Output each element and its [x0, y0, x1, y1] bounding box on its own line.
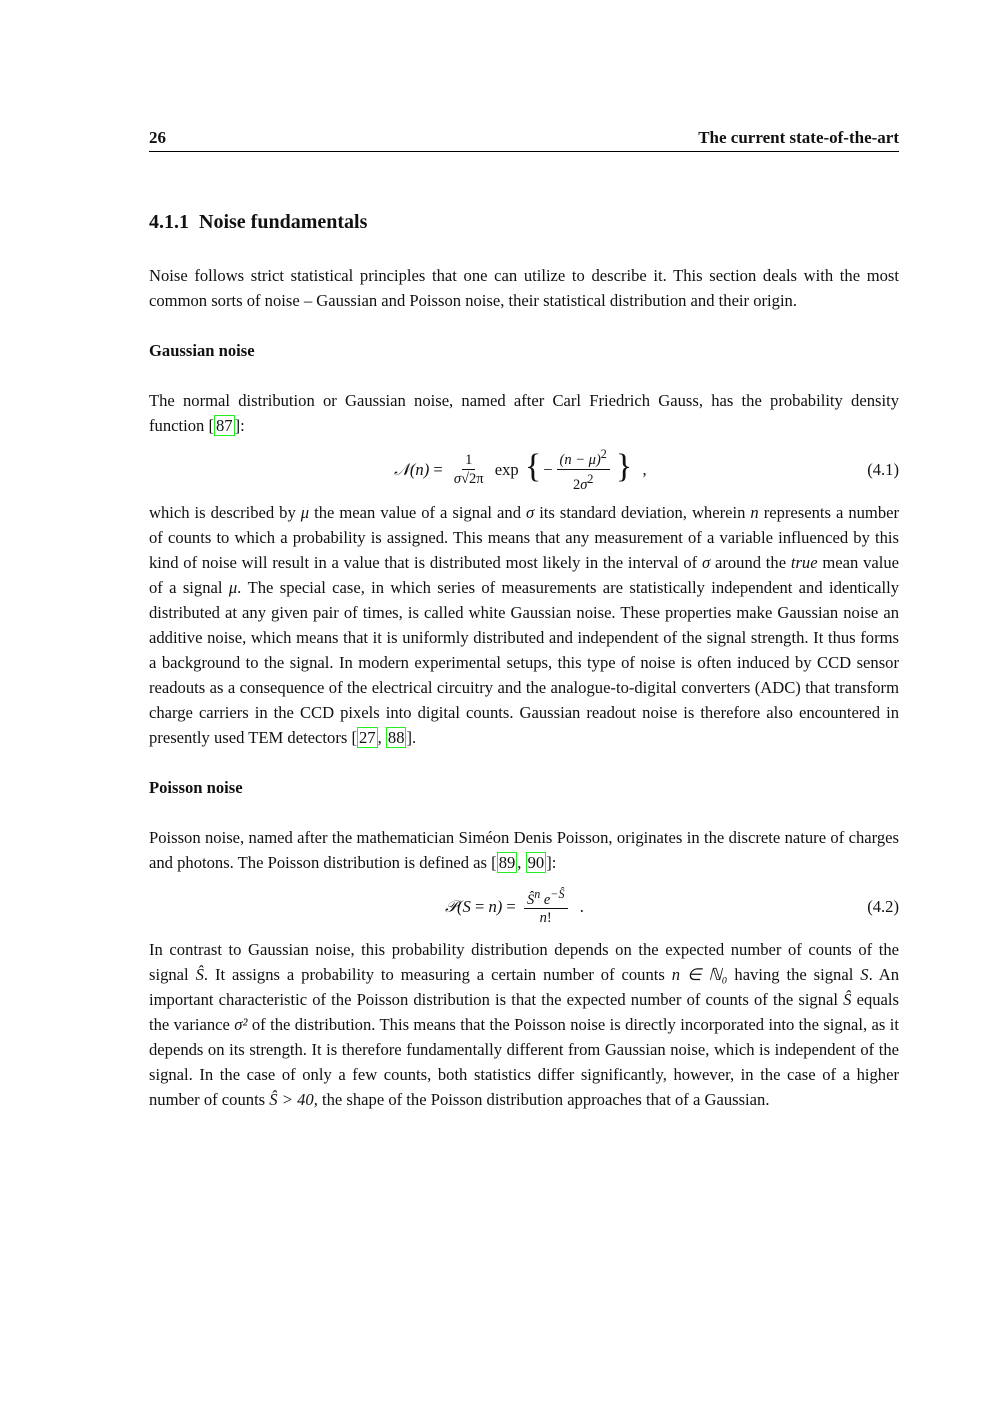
section-title: Noise fundamentals: [199, 211, 368, 233]
citation-link[interactable]: 87: [216, 416, 233, 435]
poisson-formula: 𝒫(S = n) = $\frac{Ŝ^n e^{-Ŝ}}{n!}$ .: [445, 886, 584, 927]
section-number: 4.1.1: [149, 211, 189, 233]
page-number: 26: [149, 128, 166, 147]
gaussian-formula: 𝒩(n) = $\frac{1}{\sigma√2\pi}$ exp { − $\frac{(n - \mu)^2}{2\sigma^2}$ } ,: [394, 446, 647, 493]
equation-number: (4.1): [867, 459, 899, 479]
gaussian-paragraph-2: which is described by μ the mean value of a signal and σ its standard deviation, wherein n represents a number of counts to which a probability is assigned. This means that any measurement of a variable influenced by this kind of noise will result in a value that is distributed most likely in the interval of σ around the true mean value of a signal μ. The special case, in which series of measurements are statistically independent and identically distributed at any given pair of times, is called white Gaussian noise. These properties make Gaussian noise an additive noise, which means that it is uniformly distributed and independent of the signal strength. It thus forms a background to the signal. In modern experimental setups, this type of noise is often induced by CCD sensor readouts as a consequence of the electrical circuitry and the analogue-to-digital converters (ADC) that transform charge carriers in the CCD pixels into digital counts. Gaussian readout noise is therefore also encountered in presently used TEM detectors [ 27 , 88 ].: [149, 503, 900, 747]
poisson-paragraph-1: Poisson noise, named after the mathematician Siméon Denis Poisson, originates in the discrete nature of charges and photons. The Poisson distribution is defined as [ 89 , 90 ]:: [149, 828, 899, 872]
gaussian-paragraph-1: The normal distribution or Gaussian noise, named after Carl Friedrich Gauss, has the probability density function [ 87 ]:: [149, 391, 899, 435]
intro-paragraph: Noise follows strict statistical principles that one can utilize to describe it. This section deals with the most common sorts of noise – Gaussian and Poisson noise, their statistical distribution and their origin.: [149, 266, 899, 310]
main-content: [149, 210, 899, 1112]
section-heading: [149, 210, 899, 235]
equation-4-1: [149, 443, 899, 495]
citation-link[interactable]: 89: [498, 853, 516, 872]
poisson-heading: Poisson noise: [149, 778, 243, 797]
equation-number: (4.2): [867, 896, 899, 916]
running-header: [149, 128, 899, 152]
citation-link[interactable]: 88: [387, 728, 405, 747]
citation-link[interactable]: 90: [527, 853, 545, 872]
poisson-paragraph-2: In contrast to Gaussian noise, this probability distribution depends on the expected number of counts of the signal Ŝ. It assigns a probability to measuring a certain number of counts n ∈ ℕ₀ having the signal S. An important characteristic of the Poisson distribution is that the expected number of counts of the signal Ŝ equals the variance σ² of the distribution. This means that the Poisson noise is directly incorporated into the signal, as it depends on its strength. It is therefore fundamentally different from Gaussian noise, which is independent of the signal. In the case of only a few counts, both statistics differ significantly, however, in the case of a higher number of counts Ŝ > 40, the shape of the Poisson distribution approaches that of a Gaussian.: [149, 940, 900, 1109]
chapter-title: The current state-of-the-art: [698, 128, 899, 147]
citation-link[interactable]: 27: [359, 728, 376, 747]
equation-4-2: [149, 880, 899, 932]
gaussian-heading: Gaussian noise: [149, 341, 255, 360]
